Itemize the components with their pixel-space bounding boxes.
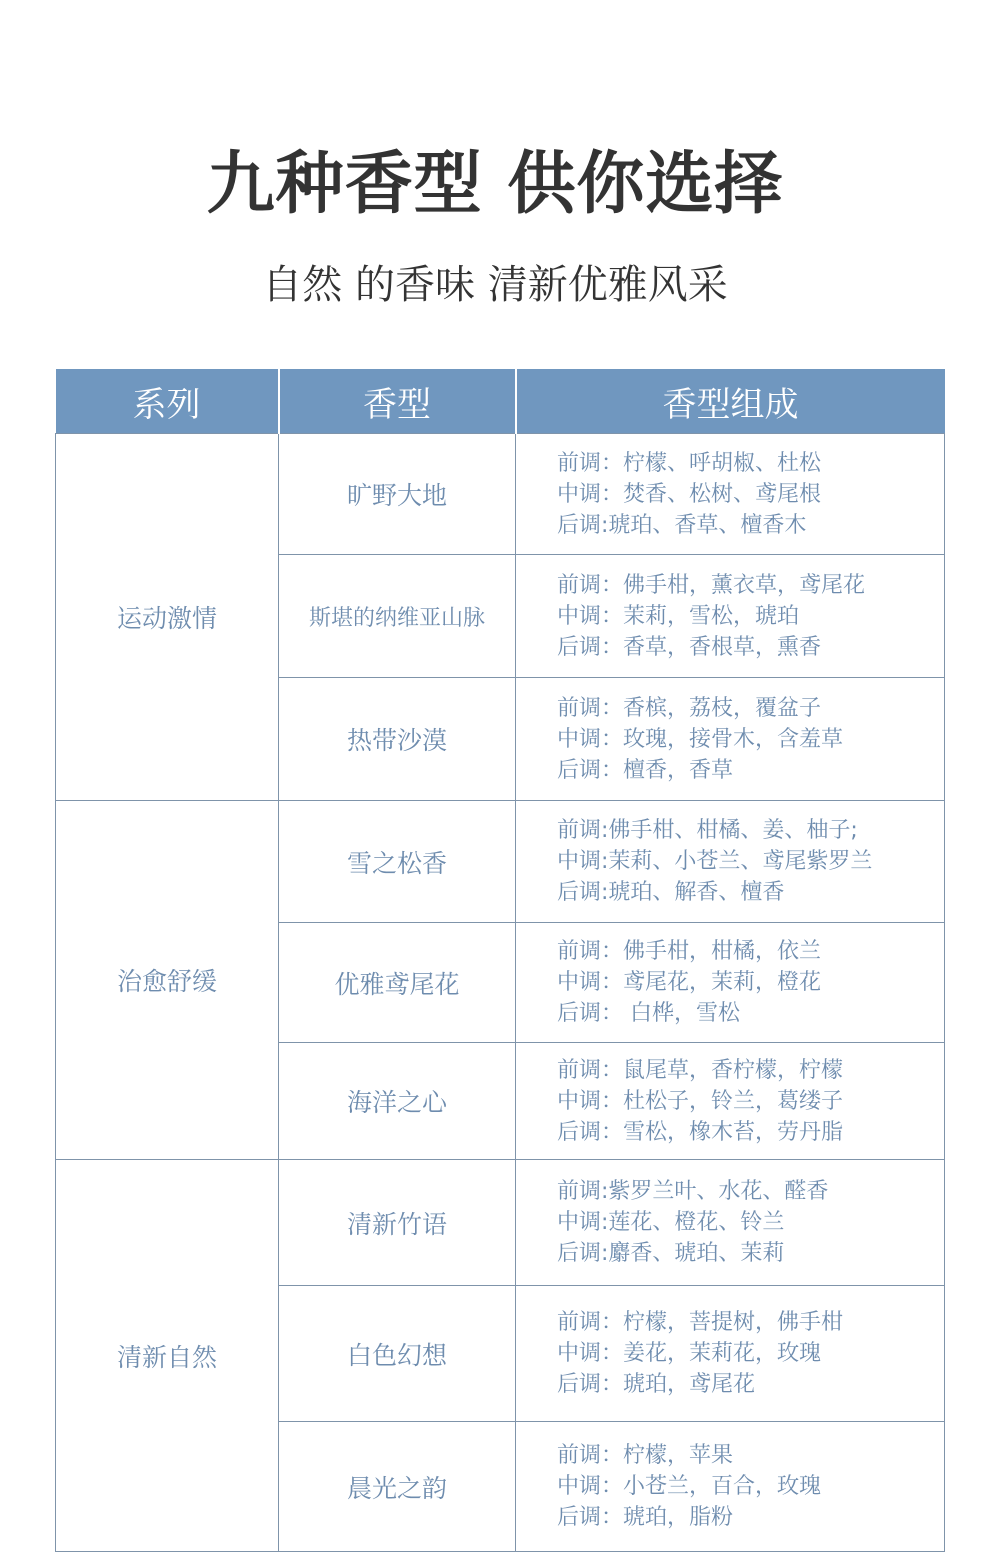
- scent-name: 旷野大地: [279, 434, 516, 555]
- page-subtitle: 自然 的香味 清新优雅风采: [262, 262, 728, 308]
- middle-note: 中调：茉莉，雪松，琥珀: [557, 603, 800, 629]
- middle-note: 中调:莲花、橙花、铃兰: [557, 1210, 785, 1235]
- notes-cell: [516, 1286, 945, 1422]
- notes-cell: [516, 678, 945, 801]
- table-row: [56, 801, 945, 923]
- top-note: 前调：柠檬，菩提树，佛手柑: [557, 1310, 844, 1335]
- base-note: 后调： 白桦，雪松: [557, 1001, 740, 1026]
- top-note: 前调:紫罗兰叶、水花、醛香: [557, 1179, 829, 1204]
- scent-name: 白色幻想: [279, 1286, 516, 1422]
- scent-name: 雪之松香: [279, 801, 516, 923]
- base-note: 后调：琥珀，鸢尾花: [557, 1372, 756, 1397]
- notes-cell: [516, 923, 945, 1043]
- middle-note: 中调：姜花，茉莉花，玫瑰: [557, 1341, 822, 1366]
- base-note: 后调:琥珀、解香、檀香: [557, 880, 785, 905]
- notes-cell: [516, 555, 945, 678]
- header-scent: 香型: [279, 369, 516, 434]
- page-title: 九种香型 供你选择: [206, 145, 784, 224]
- top-note: 前调:佛手柑、柑橘、姜、柚子;: [557, 818, 858, 843]
- base-note: 后调：琥珀，脂粉: [557, 1505, 734, 1530]
- top-note: 前调：鼠尾草，香柠檬，柠檬: [557, 1057, 844, 1083]
- scent-name: 海洋之心: [279, 1043, 516, 1160]
- top-note: 前调：佛手柑，柑橘，依兰: [557, 939, 822, 964]
- series-cell: 清新自然: [56, 1160, 279, 1552]
- base-note: 后调:琥珀、香草、檀香木: [557, 512, 807, 538]
- top-note: 前调：柠檬，苹果: [557, 1443, 734, 1468]
- series-cell: 运动激情: [56, 434, 279, 801]
- notes-cell: [516, 434, 945, 555]
- middle-note: 中调:茉莉、小苍兰、鸢尾紫罗兰: [557, 849, 873, 874]
- notes-cell: [516, 1043, 945, 1160]
- top-note: 前调：香槟，荔枝，覆盆子: [557, 695, 822, 721]
- base-note: 后调：香草，香根草，熏香: [557, 634, 822, 660]
- middle-note: 中调：焚香、松树、鸢尾根: [557, 481, 822, 507]
- base-note: 后调：雪松，橡木苔，劳丹脂: [557, 1119, 844, 1145]
- top-note: 前调：柠檬、呼胡椒、杜松: [557, 450, 822, 476]
- middle-note: 中调：小苍兰，百合，玫瑰: [557, 1474, 822, 1499]
- middle-note: 中调：鸢尾花，茉莉，橙花: [557, 970, 822, 995]
- notes-cell: [516, 801, 945, 923]
- base-note: 后调：檀香，香草: [557, 757, 734, 783]
- middle-note: 中调：玫瑰，接骨木，含羞草: [557, 726, 844, 752]
- series-cell: 治愈舒缓: [56, 801, 279, 1160]
- scent-name: 清新竹语: [279, 1160, 516, 1286]
- scent-name: 斯堪的纳维亚山脉: [279, 555, 516, 678]
- middle-note: 中调：杜松子，铃兰，葛缕子: [557, 1088, 844, 1114]
- header-composition: 香型组成: [516, 369, 945, 434]
- table-header-row: [56, 369, 945, 434]
- header-series: 系列: [56, 369, 279, 434]
- top-note: 前调：佛手柑，薰衣草，鸢尾花: [557, 572, 866, 598]
- scent-name: 晨光之韵: [279, 1422, 516, 1552]
- scent-name: 热带沙漠: [279, 678, 516, 801]
- scent-name: 优雅鸢尾花: [279, 923, 516, 1043]
- table-row: [56, 434, 945, 555]
- base-note: 后调:麝香、琥珀、茉莉: [557, 1241, 785, 1266]
- notes-cell: [516, 1422, 945, 1552]
- scent-table: [55, 369, 945, 1552]
- table-row: [56, 1160, 945, 1286]
- notes-cell: [516, 1160, 945, 1286]
